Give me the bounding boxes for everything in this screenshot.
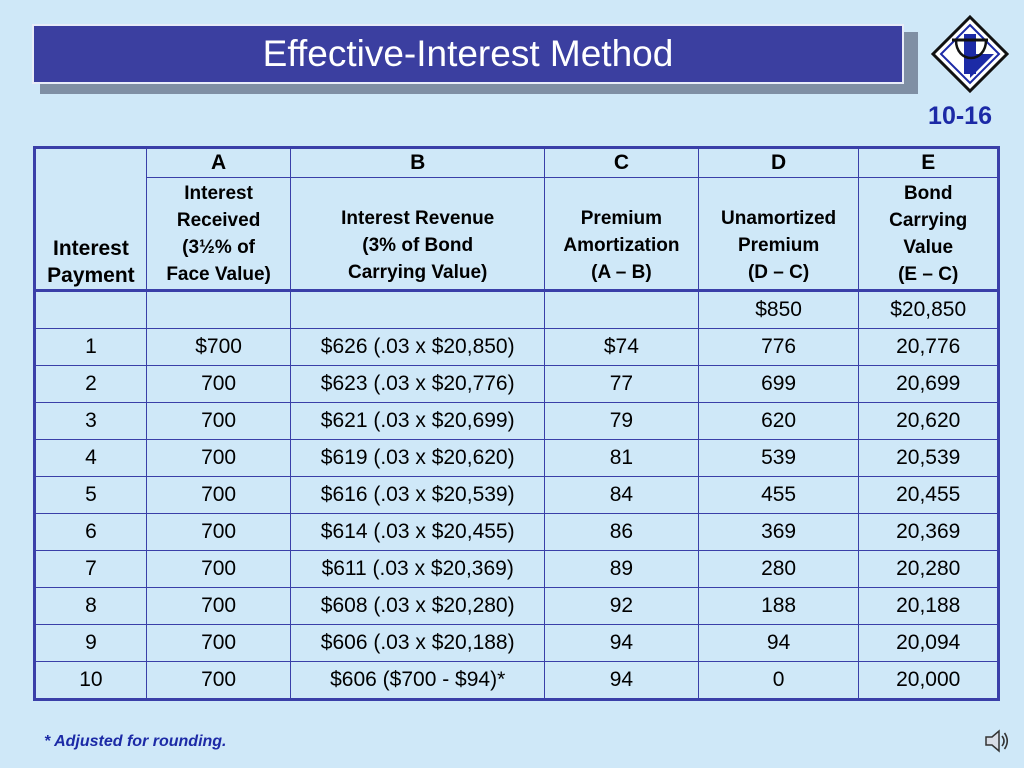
publisher-logo-icon [930, 14, 1010, 94]
interest-received-cell: 700 [146, 477, 291, 514]
column-letter-b: B [291, 148, 545, 178]
interest-received-cell: 700 [146, 625, 291, 662]
interest-revenue-cell: $606 ($700 - $94)* [291, 662, 545, 700]
column-desc-e: Bond Carrying Value (E – C) [859, 178, 999, 291]
interest-revenue-cell: $616 (.03 x $20,539) [291, 477, 545, 514]
carrying-value-cell: 20,620 [859, 403, 999, 440]
table-row [35, 440, 999, 477]
table-body [35, 291, 999, 700]
interest-received-cell [146, 291, 291, 329]
table-row [35, 514, 999, 551]
page-title: Effective-Interest Method [262, 33, 674, 74]
interest-received-cell: 700 [146, 514, 291, 551]
interest-received-cell: 700 [146, 366, 291, 403]
unamortized-premium-cell: 369 [698, 514, 859, 551]
unamortized-premium-cell: 539 [698, 440, 859, 477]
premium-amortization-cell: 79 [545, 403, 699, 440]
carrying-value-cell: 20,539 [859, 440, 999, 477]
payment-cell: 2 [35, 366, 147, 403]
payment-cell: 6 [35, 514, 147, 551]
carrying-value-cell: 20,188 [859, 588, 999, 625]
carrying-value-cell: 20,776 [859, 329, 999, 366]
premium-amortization-cell: $74 [545, 329, 699, 366]
carrying-value-cell: 20,699 [859, 366, 999, 403]
column-letter-a: A [146, 148, 291, 178]
carrying-value-cell: 20,094 [859, 625, 999, 662]
interest-revenue-cell: $608 (.03 x $20,280) [291, 588, 545, 625]
payment-cell: 10 [35, 662, 147, 700]
payment-cell: 8 [35, 588, 147, 625]
interest-received-cell: $700 [146, 329, 291, 366]
column-letter-c: C [545, 148, 699, 178]
interest-received-cell: 700 [146, 440, 291, 477]
unamortized-premium-cell: 699 [698, 366, 859, 403]
interest-revenue-cell: $611 (.03 x $20,369) [291, 551, 545, 588]
interest-revenue-cell: $619 (.03 x $20,620) [291, 440, 545, 477]
column-letter-d: D [698, 148, 859, 178]
premium-amortization-cell: 77 [545, 366, 699, 403]
table-row [35, 366, 999, 403]
interest-revenue-cell: $606 (.03 x $20,188) [291, 625, 545, 662]
payment-cell: 5 [35, 477, 147, 514]
interest-revenue-cell: $626 (.03 x $20,850) [291, 329, 545, 366]
payment-cell: 3 [35, 403, 147, 440]
slide-number: 10-16 [928, 102, 992, 130]
premium-amortization-cell [545, 291, 699, 329]
table-row [35, 403, 999, 440]
table-row [35, 291, 999, 329]
column-desc-d: Unamortized Premium (D – C) [698, 178, 859, 291]
title-bar [32, 24, 904, 84]
premium-amortization-cell: 94 [545, 625, 699, 662]
carrying-value-cell: 20,455 [859, 477, 999, 514]
interest-revenue-cell: $621 (.03 x $20,699) [291, 403, 545, 440]
unamortized-premium-cell: 620 [698, 403, 859, 440]
speaker-icon[interactable] [982, 726, 1012, 756]
carrying-value-cell: 20,280 [859, 551, 999, 588]
payment-cell: 4 [35, 440, 147, 477]
column-desc-a: Interest Received (3½% of Face Value) [146, 178, 291, 291]
column-letter-e: E [859, 148, 999, 178]
unamortized-premium-cell: 188 [698, 588, 859, 625]
column-desc-c: Premium Amortization (A – B) [545, 178, 699, 291]
carrying-value-cell: $20,850 [859, 291, 999, 329]
unamortized-premium-cell: 776 [698, 329, 859, 366]
amortization-table [33, 146, 1000, 701]
interest-received-cell: 700 [146, 403, 291, 440]
footnote: * Adjusted for rounding. [44, 733, 227, 750]
unamortized-premium-cell: 94 [698, 625, 859, 662]
premium-amortization-cell: 94 [545, 662, 699, 700]
unamortized-premium-cell: 455 [698, 477, 859, 514]
unamortized-premium-cell: 0 [698, 662, 859, 700]
interest-revenue-cell [291, 291, 545, 329]
interest-payment-header: Interest Payment [35, 148, 147, 291]
table-row [35, 588, 999, 625]
carrying-value-cell: 20,000 [859, 662, 999, 700]
table-row [35, 625, 999, 662]
interest-revenue-cell: $614 (.03 x $20,455) [291, 514, 545, 551]
unamortized-premium-cell: 280 [698, 551, 859, 588]
interest-received-cell: 700 [146, 662, 291, 700]
table-row [35, 329, 999, 366]
unamortized-premium-cell: $850 [698, 291, 859, 329]
table-row [35, 477, 999, 514]
table-row [35, 551, 999, 588]
column-letter-row [35, 148, 999, 178]
carrying-value-cell: 20,369 [859, 514, 999, 551]
interest-revenue-cell: $623 (.03 x $20,776) [291, 366, 545, 403]
premium-amortization-cell: 81 [545, 440, 699, 477]
premium-amortization-cell: 92 [545, 588, 699, 625]
payment-cell: 9 [35, 625, 147, 662]
interest-received-cell: 700 [146, 551, 291, 588]
column-desc-b: Interest Revenue (3% of Bond Carrying Value) [291, 178, 545, 291]
interest-received-cell: 700 [146, 588, 291, 625]
column-description-row [35, 178, 999, 291]
premium-amortization-cell: 89 [545, 551, 699, 588]
table-row [35, 662, 999, 700]
payment-cell: 1 [35, 329, 147, 366]
payment-cell [35, 291, 147, 329]
payment-cell: 7 [35, 551, 147, 588]
premium-amortization-cell: 86 [545, 514, 699, 551]
premium-amortization-cell: 84 [545, 477, 699, 514]
